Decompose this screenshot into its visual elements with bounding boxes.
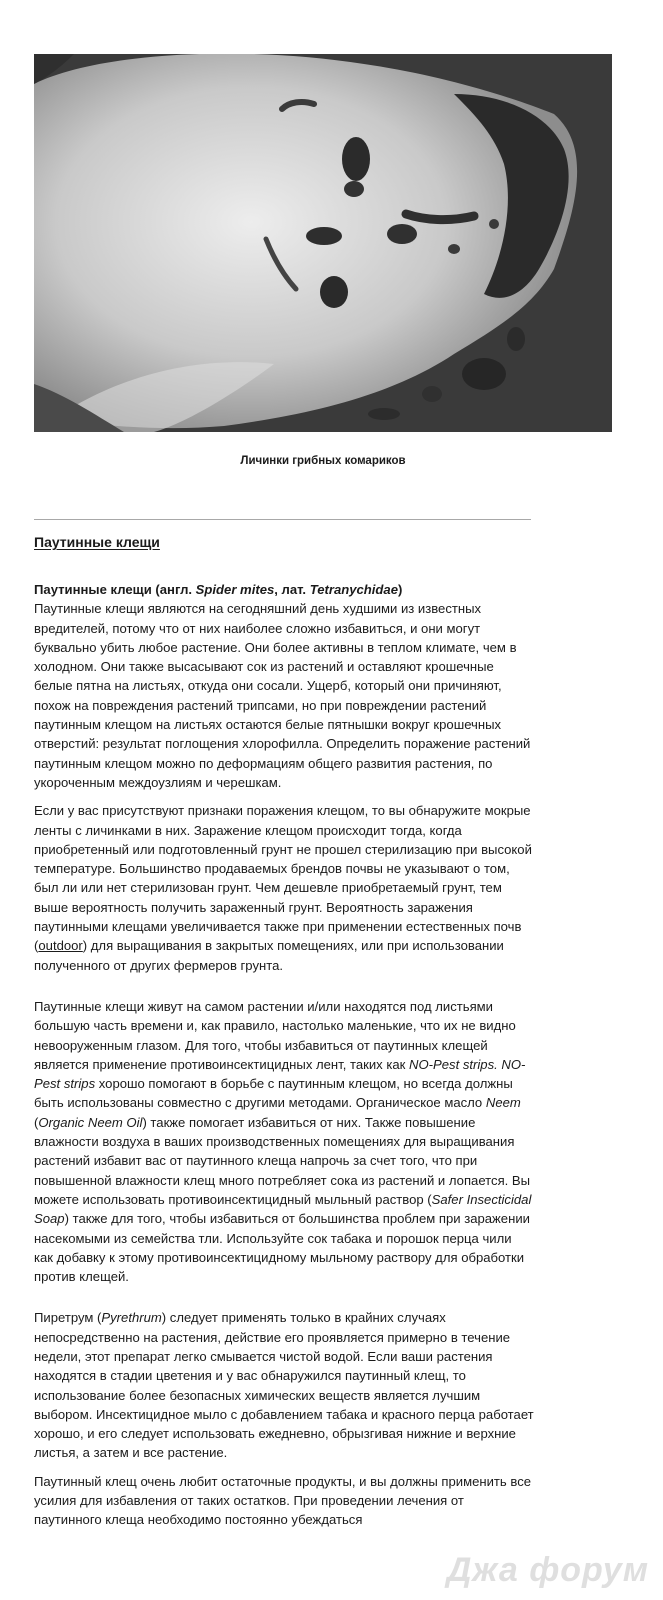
paragraph-3-text-b: хорошо помогают в борьбе с паутинным клещом, но всегда должны быть использованы совместно с другими методами. Органическое масло xyxy=(34,1076,513,1111)
section-title: Паутинные клещи xyxy=(34,534,160,550)
safer-insecticidal-soap: Safer Insecticidal Soap xyxy=(34,1191,532,1227)
paragraph-1 xyxy=(34,580,534,792)
section-divider xyxy=(34,519,531,520)
organic-neem-oil: Organic Neem Oil xyxy=(38,1114,143,1130)
paragraph-2-text-a: Если у вас присутствуют признаки поражения клещом, то вы обнаружите мокрые ленты с личинками в них. Заражение клещом происходит тогда, когда приобретенный или подготовленный грунт не прошел стерилизацию при высокой температуре. Большинство продаваемых брендов почвы не указывают о том, был ли или нет стерилизован грунт. Чем дешевле приобретаемый грунт, тем выше вероятность получить зараженный грунт. Вероятность заражения паутинными клещами увеличивается также при применении естественных почв ( xyxy=(34,803,532,954)
outdoor-link[interactable]: outdoor xyxy=(38,938,83,954)
paragraph-1-text: Паутинные клещи являются на сегодняшний день худшими из известных вредителей, потому что от них наиболее сложно избавиться, и они могут буквально убить любое растение. Они более активны в теплом климате, чем в холодном. Они также высасывают сок из растений и оставляют крошечные белые пятна на листьях, откуда они сосали. Ущерб, который они причиняют, похож на повреждения растений трипсами, но при повреждении растений паутинным клещом на листьях остаются белые пятнышки вокруг крошечных отверстий: результат поглощения хлорофилла. Определить поражение растений паутинным клещом можно по деформациям общего развития растения, по укороченным междоузлиям и черешкам. xyxy=(34,601,531,790)
paragraph-2 xyxy=(34,801,534,975)
larvae-photo xyxy=(34,54,612,432)
paragraph-4-text-b: ) следует применять только в крайних случаях непосредственно на растения, действие его проявляется примерно в течение недели, этот препарат легко смывается чистой водой. Если ваши растения находятся в стадии цветения и у вас обнаружился паутинный клещ, то использование более безопасных химических веществ является лучшим выбором. Инсектицидное мыло с добавлением табака и красного перца работает хорошо, и его следует использовать ежедневно, обрызгивая нижние и верхние листья, а затем и все растение. xyxy=(34,1310,534,1461)
forum-watermark: Джа форум xyxy=(446,1551,649,1589)
photo-caption: Личинки грибных комариков xyxy=(240,455,406,467)
lead-title-separator: , лат. xyxy=(274,582,310,597)
larvae-photo-graphic xyxy=(34,54,612,432)
paragraph-2-text-b: ) для выращивания в закрытых помещениях, или при использовании полученного от других фермеров грунта. xyxy=(34,938,504,973)
paragraph-3-text-d: ) также помогает избавиться от них. Также повышение влажности воздуха в ваших производственных помещениях для выращивания растений избавит вас от паутинного клеща напрочь за счет того, что при повышенной влажности клещ много потребляет сока из растений и лопается. Вы можете использовать противоинсектицидный мыльный раствор ( xyxy=(34,1114,531,1207)
paragraph-4 xyxy=(34,1308,534,1462)
paragraph-3-text-c: ( xyxy=(34,1114,39,1130)
lead-title xyxy=(34,582,402,597)
paragraph-4-text-a: Пиретрум ( xyxy=(34,1310,102,1326)
no-pest-strips: NO-Pest strips. NO-Pest strips xyxy=(34,1056,526,1092)
lead-title-latin: Tetranychidae xyxy=(309,582,398,597)
pyrethrum: Pyrethrum xyxy=(101,1310,162,1326)
paragraph-3-text-e: ) также для того, чтобы избавиться от большинства проблем при заражении насекомыми из семейства тли. Используйте сок табака и порошок перца чили как добавку к этому противоинсектицидному мыльному раствору для обработки против клещей. xyxy=(34,1211,530,1285)
paragraph-3 xyxy=(34,997,534,1286)
article-body xyxy=(34,580,534,1552)
paragraph-3-text-a: Паутинные клещи живут на самом растении и/или находятся под листьями большую часть времени и, как правило, настолько маленькие, что их не видно невооруженным глазом. Для того, чтобы избавиться от паутинных клещей является применение противоинсектицидных лент, таких как xyxy=(34,998,516,1072)
neem: Neem xyxy=(485,1095,521,1111)
lead-title-english: Spider mites xyxy=(195,582,275,597)
lead-title-close: ) xyxy=(397,582,403,597)
lead-title-text: Паутинные клещи (англ. xyxy=(34,582,196,597)
paragraph-5: Паутинный клещ очень любит остаточные продукты, и вы должны применить все усилия для избавления от таких остатков. При проведении лечения от паутинного клеща необходимо постоянно убеждаться xyxy=(34,1473,532,1528)
